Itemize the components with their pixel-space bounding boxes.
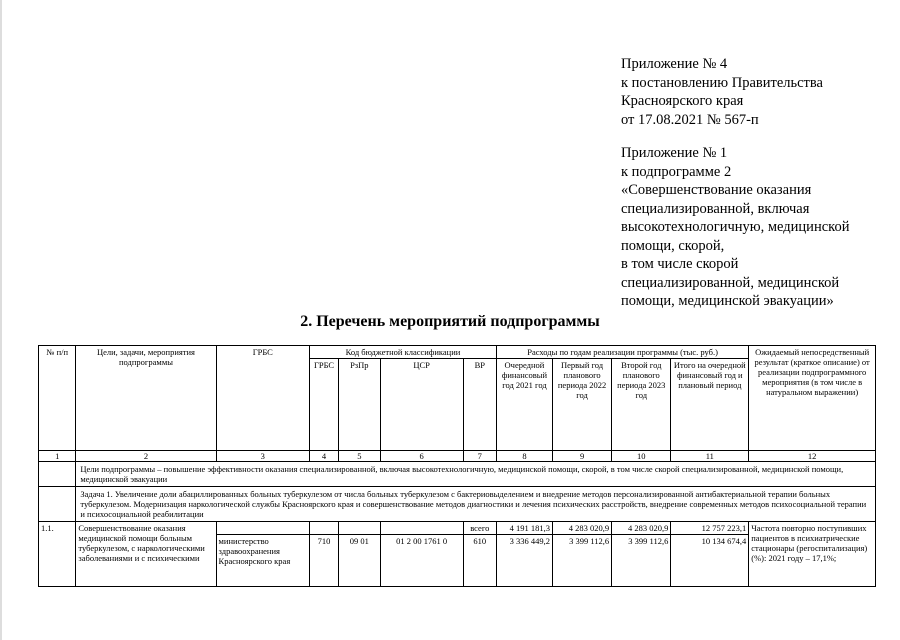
appendix-line: специализированной, включая xyxy=(621,200,810,217)
column-number: 6 xyxy=(380,451,463,462)
appendix-line: в том числе скорой xyxy=(621,256,739,272)
column-number: 9 xyxy=(552,451,611,462)
item-result: Частота повторно поступивших пациентов в психиатрические стационары (регоспитализация) (%): 2021 году – 17,1%; xyxy=(749,522,876,587)
ministry-2021: 3 336 449,2 xyxy=(496,535,552,587)
ministry-2022: 3 399 112,6 xyxy=(552,535,611,587)
header-total: Итого на очередной финансовый год и плановый период xyxy=(671,359,749,451)
header-code-grbs: ГРБС xyxy=(310,359,339,451)
appendix-line: Приложение № 4 xyxy=(621,56,728,72)
goal-text: Цели подпрограммы – повышение эффективности оказания специализированной, включая высокотехнологичную, медицинской помощи, скорой, в том числе скорой специализированной, медицинской помощи, медицинской эвакуации xyxy=(76,462,876,487)
page-title: 2. Перечень мероприятий подпрограммы xyxy=(300,313,600,330)
column-number: 1 xyxy=(39,451,76,462)
code-vr: 610 xyxy=(463,535,496,587)
column-number: 10 xyxy=(612,451,671,462)
grbs-name: министерство здравоохранения Красноярского края xyxy=(216,535,309,587)
column-number: 8 xyxy=(496,451,552,462)
total-2023: 4 283 020,9 xyxy=(612,522,671,535)
task-text: Задача 1. Увеличение доли абациллированных больных туберкулезом от числа больных туберкулезом с бактериовыделением и внедрение методов персонализированной антибактериальной терапии больных туберкулезом. Модернизация наркологической службы Красноярского края и совершенствование методов диагностики и лечения психических расстройств, внедрение современных методов психосоциальной терапии и психосоциальной реабилитации xyxy=(76,487,876,522)
appendix-line: к постановлению Правительства xyxy=(621,74,823,91)
appendix-header-1 xyxy=(621,55,823,129)
total-sum: 12 757 223,1 xyxy=(671,522,749,535)
measures-table xyxy=(38,345,876,587)
column-number: 12 xyxy=(749,451,876,462)
item-total-row xyxy=(39,522,876,535)
header-row xyxy=(39,346,876,359)
code-csr: 01 2 00 1761 0 xyxy=(380,535,463,587)
code-rzpr: 09 01 xyxy=(339,535,381,587)
item-name: Совершенствование оказания медицинской помощи больным туберкулезом, с наркологическими заболеваниями и с психическими xyxy=(76,522,216,587)
header-grbs: ГРБС xyxy=(216,346,309,451)
appendix-line: от 17.08.2021 № 567-п xyxy=(621,111,759,128)
appendix-line: специализированной, медицинской xyxy=(621,274,840,291)
appendix-line: Красноярского края xyxy=(621,93,744,109)
header-year-2021: Очередной финансовый год 2021 год xyxy=(496,359,552,451)
column-number: 2 xyxy=(76,451,216,462)
appendix-line: помощи, скорой, xyxy=(621,237,725,254)
column-number: 4 xyxy=(310,451,339,462)
appendix-line: к подпрограмме 2 xyxy=(621,163,732,180)
task-row xyxy=(39,487,876,522)
header-year-2023: Второй год планового периода 2023 год xyxy=(612,359,671,451)
header-num: № п/п xyxy=(39,346,76,451)
ministry-2023: 3 399 112,6 xyxy=(612,535,671,587)
column-number: 5 xyxy=(339,451,381,462)
ministry-sum: 10 134 674,4 xyxy=(671,535,749,587)
column-numbers-row xyxy=(39,451,876,462)
vr-total-label: всего xyxy=(463,522,496,535)
header-budget-code: Код бюджетной классификации xyxy=(310,346,497,359)
appendix-line: высокотехнологичную, медицинской xyxy=(621,219,850,235)
header-code-rzpr: РзПр xyxy=(339,359,381,451)
total-2022: 4 283 020,9 xyxy=(552,522,611,535)
appendix-line: помощи, медицинской эвакуации» xyxy=(621,293,834,309)
appendix-line: «Совершенствование оказания xyxy=(621,182,812,198)
column-number: 11 xyxy=(671,451,749,462)
column-number: 3 xyxy=(216,451,309,462)
appendix-line: Приложение № 1 xyxy=(621,145,728,161)
header-goals: Цели, задачи, мероприятия подпрограммы xyxy=(76,346,216,451)
header-expenses: Расходы по годам реализации программы (тыс. руб.) xyxy=(496,346,748,359)
goal-row xyxy=(39,462,876,487)
header-year-2022: Первый год планового периода 2022 год xyxy=(552,359,611,451)
column-number: 7 xyxy=(463,451,496,462)
item-number: 1.1. xyxy=(39,522,76,587)
header-result: Ожидаемый непосредственный результат (краткое описание) от реализации подпрограммного мероприятия (в том числе в натуральном выражении) xyxy=(749,346,876,451)
code-grbs: 710 xyxy=(310,535,339,587)
total-2021: 4 191 181,3 xyxy=(496,522,552,535)
appendix-header-2 xyxy=(621,144,849,311)
header-code-vr: ВР xyxy=(463,359,496,451)
header-code-csr: ЦСР xyxy=(380,359,463,451)
